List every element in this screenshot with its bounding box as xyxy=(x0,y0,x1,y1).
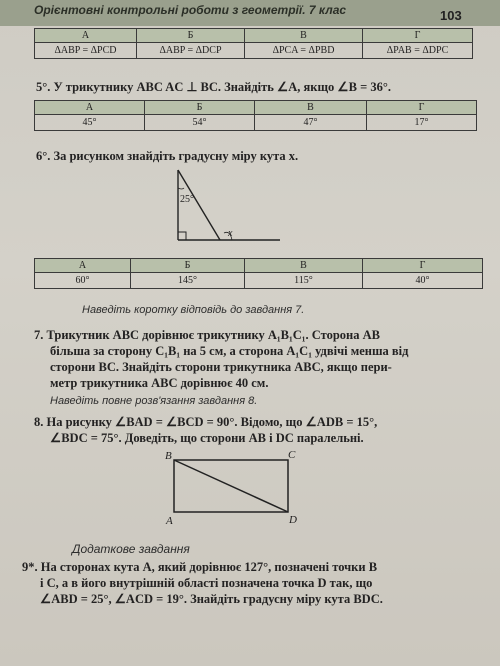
table-header-cell: Б xyxy=(137,29,245,43)
page-header xyxy=(0,0,500,26)
task9-line-1: 9*. На сторонах кута A, який дорівнює 127°, позначені точки B xyxy=(22,560,378,574)
task7-line-2: більша за сторону C₁B₁ на 5 см, а сторона A₁C₁ удвічі менша від xyxy=(50,344,409,358)
point-label-a: A xyxy=(166,515,173,527)
table-cell: 115° xyxy=(245,273,363,289)
table-cell: 45° xyxy=(35,115,145,131)
table-header-cell: Г xyxy=(363,29,473,43)
point-label-b: B xyxy=(165,450,172,462)
table-cell: ΔPCA = ΔPBD xyxy=(245,43,363,59)
table-cell: ΔPAB = ΔDPC xyxy=(363,43,473,59)
task6-text: 6°. За рисунком знайдіть градусну міру кута x. xyxy=(36,149,299,163)
table-cell: 47° xyxy=(255,115,367,131)
table-header-cell: Б xyxy=(145,101,255,115)
task7-line-1: 7. Трикутник ABC дорівнює трикутнику A₁B₁C₁. Сторона AB xyxy=(34,328,380,342)
angle-arc xyxy=(178,188,184,189)
extra-task-title: Додаткове завдання xyxy=(72,542,190,556)
task8-line-1: 8. На рисунку ∠BAD = ∠BCD = 90°. Відомо, що ∠ADB = 15°, xyxy=(34,415,378,429)
header-title: Орієнтовні контрольні роботи з геометрії. 7 клас xyxy=(34,3,347,17)
task4-answer-table xyxy=(34,28,473,59)
right-angle-mark xyxy=(178,232,186,240)
table-cell: 17° xyxy=(367,115,477,131)
task5-text: 5°. У трикутнику ABC AC ⊥ BC. Знайдіть ∠A, якщо ∠B = 36°. xyxy=(36,80,391,94)
task7-line-4: метр трикутника ABC дорівнює 40 см. xyxy=(50,376,269,390)
angle-label-x: x xyxy=(228,228,233,239)
task6-answer-table xyxy=(34,258,483,289)
table-cell: 60° xyxy=(35,273,131,289)
task9-line-3: ∠ABD = 25°, ∠ACD = 19°. Знайдіть градусну міру кута BDC. xyxy=(40,592,383,606)
point-label-c: C xyxy=(288,449,296,461)
table-cell: 54° xyxy=(145,115,255,131)
table-header-cell: В xyxy=(255,101,367,115)
table-header-cell: А xyxy=(35,101,145,115)
hint-short-answer: Наведіть коротку відповідь до завдання 7. xyxy=(82,304,305,316)
task7-line-3: сторони BC. Знайдіть сторони трикутника ABC, якщо пери- xyxy=(50,360,392,374)
page-number: 103 xyxy=(440,8,462,23)
table-header-cell: В xyxy=(245,259,363,273)
diagonal-bd xyxy=(174,460,288,512)
table-header-cell: А xyxy=(35,29,137,43)
task8-line-2: ∠BDC = 75°. Доведіть, що сторони AB і DC паралельні. xyxy=(50,431,364,445)
task9-line-2: і C, а в його внутрішній області позначена точка D так, що xyxy=(40,576,373,590)
point-label-d: D xyxy=(289,514,297,526)
table-cell: ΔABP = ΔPCD xyxy=(35,43,137,59)
table-cell: 40° xyxy=(363,273,483,289)
table-header-cell: Б xyxy=(131,259,245,273)
table-cell: 145° xyxy=(131,273,245,289)
triangle-hypotenuse xyxy=(178,170,220,240)
table-header-cell: В xyxy=(245,29,363,43)
task8-rectangle-figure xyxy=(172,458,292,518)
table-header-cell: Г xyxy=(367,101,477,115)
angle-label-25: 25° xyxy=(180,194,194,205)
hint-full-solution: Наведіть повне розв'язання завдання 8. xyxy=(50,395,258,407)
task5-answer-table xyxy=(34,100,477,131)
table-cell: ΔABP = ΔDCP xyxy=(137,43,245,59)
table-header-cell: А xyxy=(35,259,131,273)
table-header-cell: Г xyxy=(363,259,483,273)
